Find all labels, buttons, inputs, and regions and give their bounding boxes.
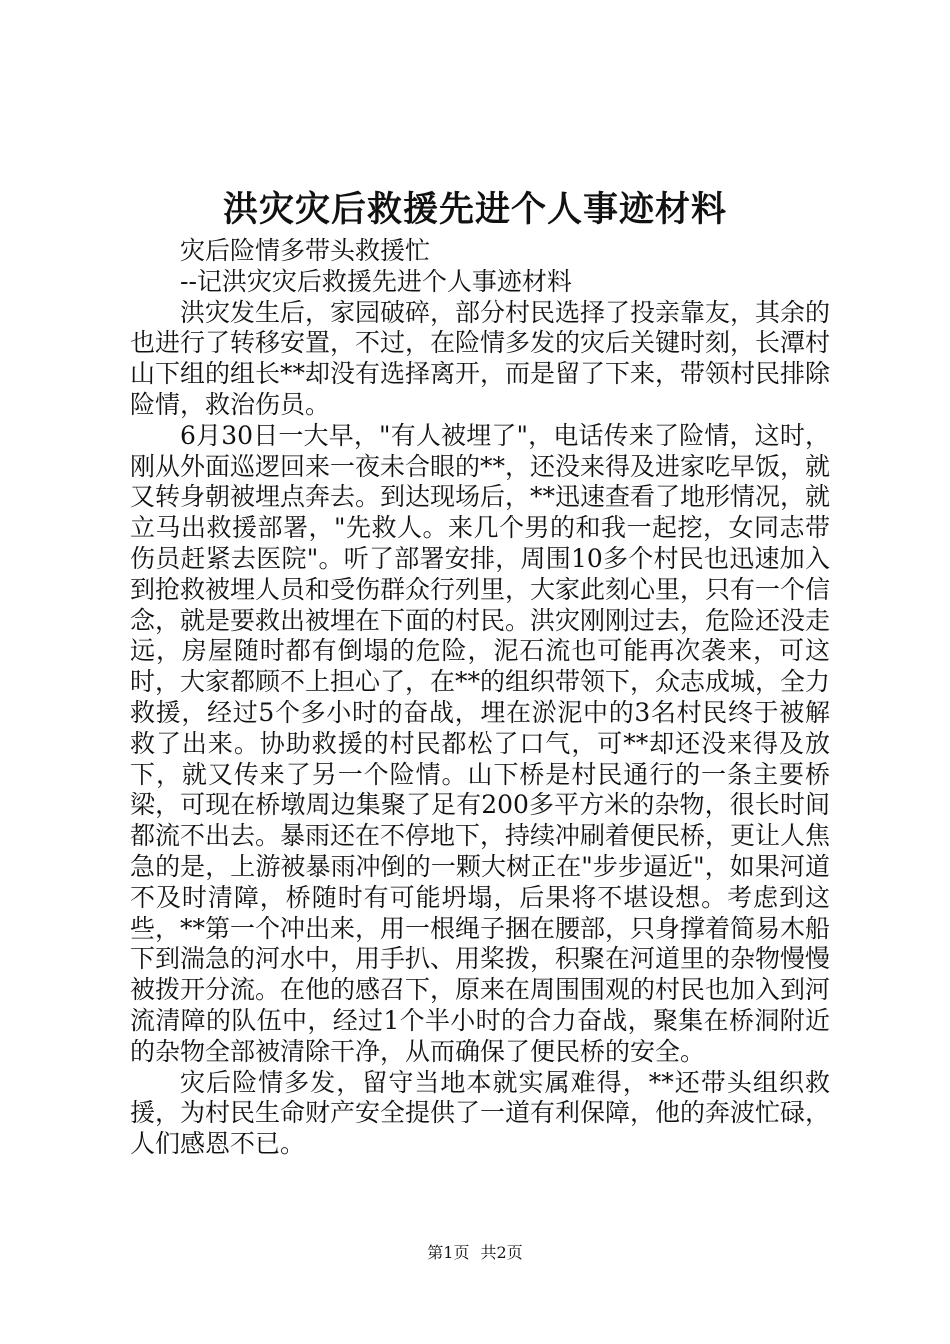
page-footer: [0, 1243, 950, 1263]
page-number: 第1页: [427, 1243, 470, 1262]
page-total: 共2页: [480, 1243, 523, 1262]
body-paragraph: 6月30日一大早，"有人被埋了"，电话传来了险情，这时，刚从外面巡逻回来一夜未合眼的**，还没来得及进家吃早饭，就又转身朝被埋点奔去。到达现场后，**迅速查看了地形情况，就立马出救援部署，"先救人。来几个男的和我一起挖，女同志带伤员赶紧去医院"。听了部署安排，周围10多个村民也迅速加入到抢救被埋人员和受伤群众行列里，大家此刻心里，只有一个信念，就是要救出被埋在下面的村民。洪灾刚刚过去，危险还没走远，房屋随时都有倒塌的危险，泥石流也可能再次袭来，可这时，大家都顾不上担心了，在**的组织带领下，众志成城，全力救援，经过5个多小时的奋战，埋在淤泥中的3名村民终于被解救了出来。协助救援的村民都松了口气，可**却还没来得及放下，就又传来了另一个险情。山下桥是村民通行的一条主要桥梁，可现在桥墩周边集聚了足有200多平方米的杂物，很长时间都流不出去。暴雨还在不停地下，持续冲刷着便民桥，更让人焦急的是，上游被暴雨冲倒的一颗大树正在"步步逼近"，如果河道不及时清障，桥随时有可能坍塌，后果将不堪设想。考虑到这些，**第一个冲出来，用一根绳子捆在腰部，只身撑着简易木船下到湍急的河水中，用手扒、用桨拨，积聚在河道里的杂物慢慢被拨开分流。在他的感召下，原来在周围围观的村民也加入到河流清障的队伍中，经过1个半小时的合力奋战，聚集在桥洞附近的杂物全部被清除干净，从而确保了便民桥的安全。: [130, 420, 831, 1066]
byline: --记洪灾灾后救援先进个人事迹材料: [180, 266, 572, 296]
document-body: [130, 236, 830, 1160]
body-paragraph: 灾后险情多发，留守当地本就实属难得，**还带头组织救援，为村民生命财产安全提供了一道有利保障，他的奔波忙碌，人们感恩不已。: [130, 1067, 831, 1159]
document-title: 洪灾灾后救援先进个人事迹材料: [222, 189, 727, 230]
subtitle-line: 灾后险情多带头救援忙: [180, 236, 431, 265]
body-paragraph: 洪灾发生后，家园破碎，部分村民选择了投亲靠友，其余的也进行了转移安置，不过，在险情多发的灾后关键时刻，长潭村山下组的组长**却没有选择离开，而是留了下来，带领村民排除险情，救治伤员。: [130, 297, 831, 419]
